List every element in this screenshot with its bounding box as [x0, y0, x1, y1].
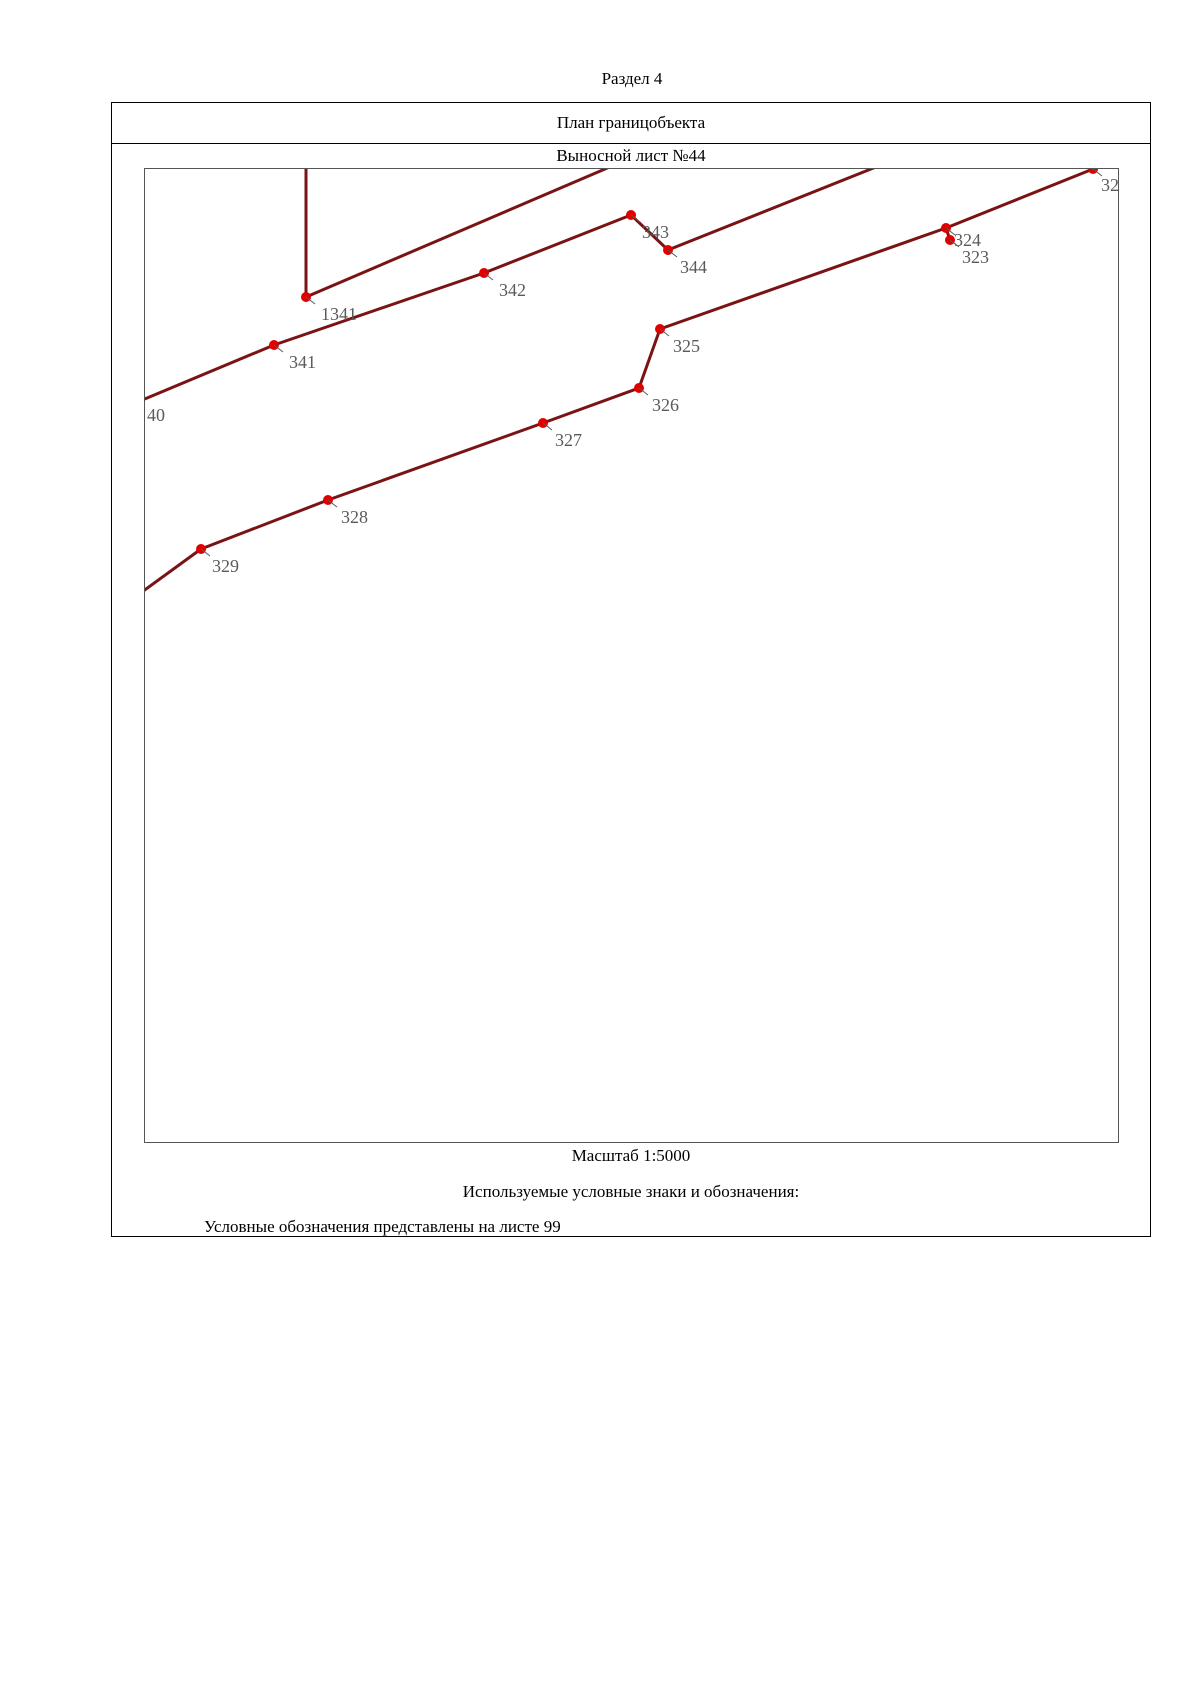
legend-note: Условные обозначения представлены на листе 99 [204, 1217, 561, 1236]
point-label-322: 32 [1101, 175, 1119, 195]
plan-frame [111, 102, 1151, 1237]
point-label-324: 324 [954, 230, 981, 250]
boundary-map [144, 168, 1119, 1143]
legend-title: Используемые условные знаки и обозначения: [462, 1182, 800, 1201]
point-label-327: 327 [555, 430, 582, 450]
point-label-342: 342 [499, 280, 526, 300]
point-label-328: 328 [341, 507, 368, 527]
map-scale: Масштаб 1:5000 [571, 1146, 691, 1165]
point-label-323: 323 [962, 247, 989, 267]
point-label-329: 329 [212, 556, 239, 576]
point-label-326: 326 [652, 395, 679, 415]
point-label-341: 341 [289, 352, 316, 372]
point-label-1341: 1341 [321, 304, 357, 324]
point-label-340: 40 [147, 405, 165, 425]
boundary-line-lower [145, 228, 946, 597]
plan-title: План границобъекта [112, 103, 1150, 144]
boundary-map-svg [145, 169, 1119, 1143]
sheet-title: Выносной лист №44 [556, 146, 706, 165]
point-label-325: 325 [673, 336, 700, 356]
point-label-343: 343 [642, 222, 669, 242]
section-title: Раздел 4 [601, 69, 663, 88]
point-label-344: 344 [680, 257, 707, 277]
